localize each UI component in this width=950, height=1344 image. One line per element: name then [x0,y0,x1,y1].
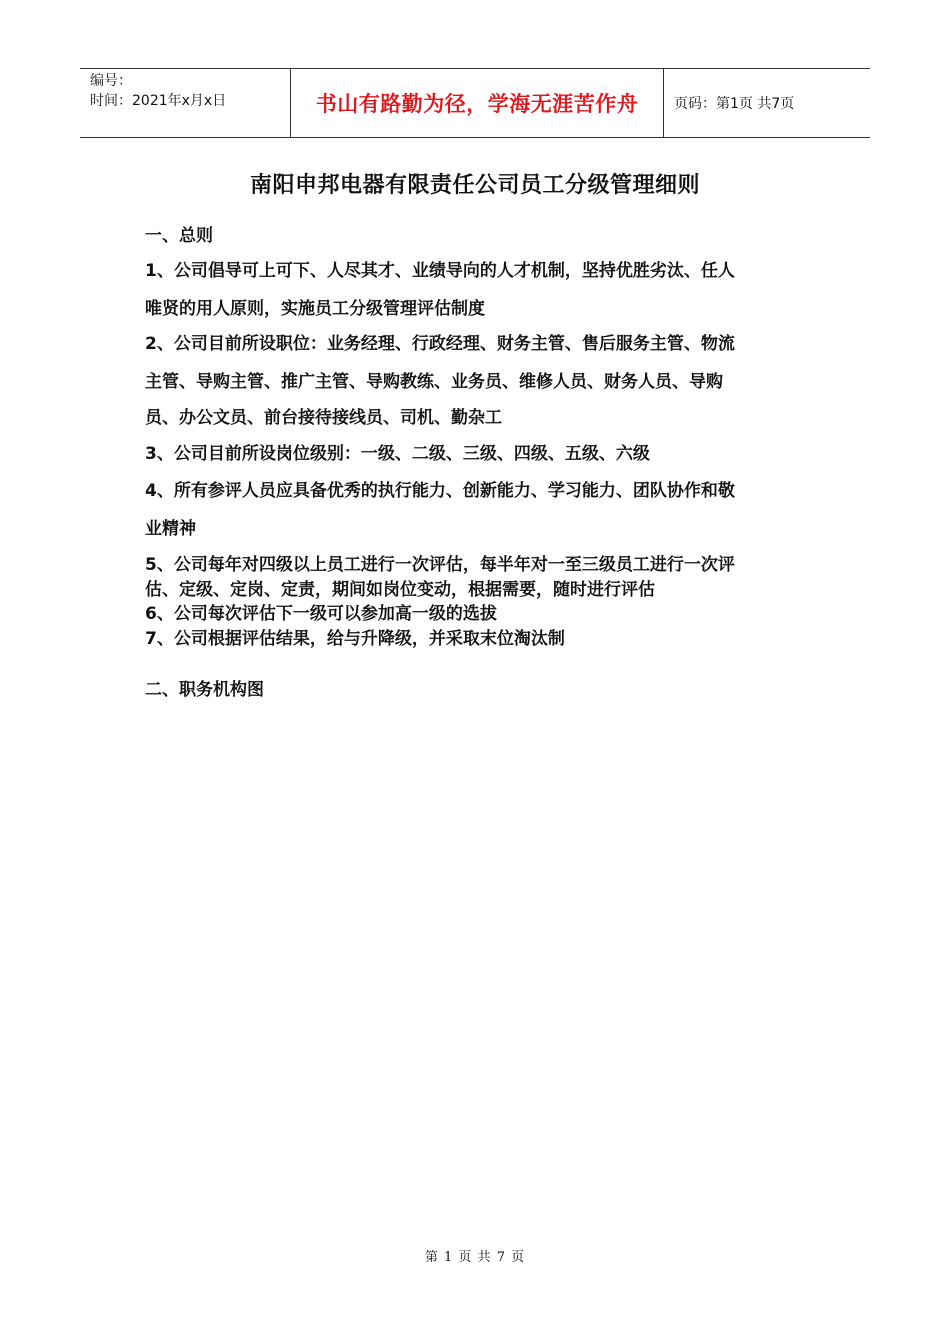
item-2-line-2: 主管、导购主管、推广主管、导购教练、业务员、维修人员、财务人员、导购 [145,372,723,392]
item-1-line-1: 1、公司倡导可上可下、人尽其才、业绩导向的人才机制，坚持优胜劣汰、任人 [145,261,735,281]
item-5-line-1: 5、公司每年对四级以上员工进行一次评估，每半年对一至三级员工进行一次评 [145,555,735,575]
serial-label: 编号： [90,73,132,89]
item-3-line-1: 3、公司目前所设岗位级别：一级、二级、三级、四级、五级、六级 [145,444,650,464]
item-2-line-3: 员、办公文员、前台接待接线员、司机、勤杂工 [145,408,502,428]
page-footer: 第 1 页 共 7 页 [424,1250,526,1265]
item-5-line-2: 估、定级、定岗、定责，期间如岗位变动，根据需要，随时进行评估 [145,580,655,600]
item-1-line-2: 唯贤的用人原则，实施员工分级管理评估制度 [145,299,485,319]
header-page-info: 页码：第1页 共7页 [674,96,795,112]
document-title: 南阳申邦电器有限责任公司员工分级管理细则 [249,173,700,198]
page-header [80,68,870,138]
section-heading-org-chart: 二、职务机构图 [145,680,264,700]
item-4-line-1: 4、所有参评人员应具备优秀的执行能力、创新能力、学习能力、团队协作和敬 [145,481,735,501]
item-7-line-1: 7、公司根据评估结果，给与升降级，并采取末位淘汰制 [145,629,565,649]
item-2-line-1: 2、公司目前所设职位：业务经理、行政经理、财务主管、售后服务主管、物流 [145,334,735,354]
item-4-line-2: 业精神 [145,519,196,539]
date-label: 时间：2021年x月x日 [90,93,227,109]
header-meta [80,69,291,137]
header-motto: 书山有路勤为径，学海无涯苦作舟 [291,69,664,137]
item-6-line-1: 6、公司每次评估下一级可以参加高一级的选拔 [145,604,497,624]
section-heading-general: 一、总则 [145,226,213,246]
